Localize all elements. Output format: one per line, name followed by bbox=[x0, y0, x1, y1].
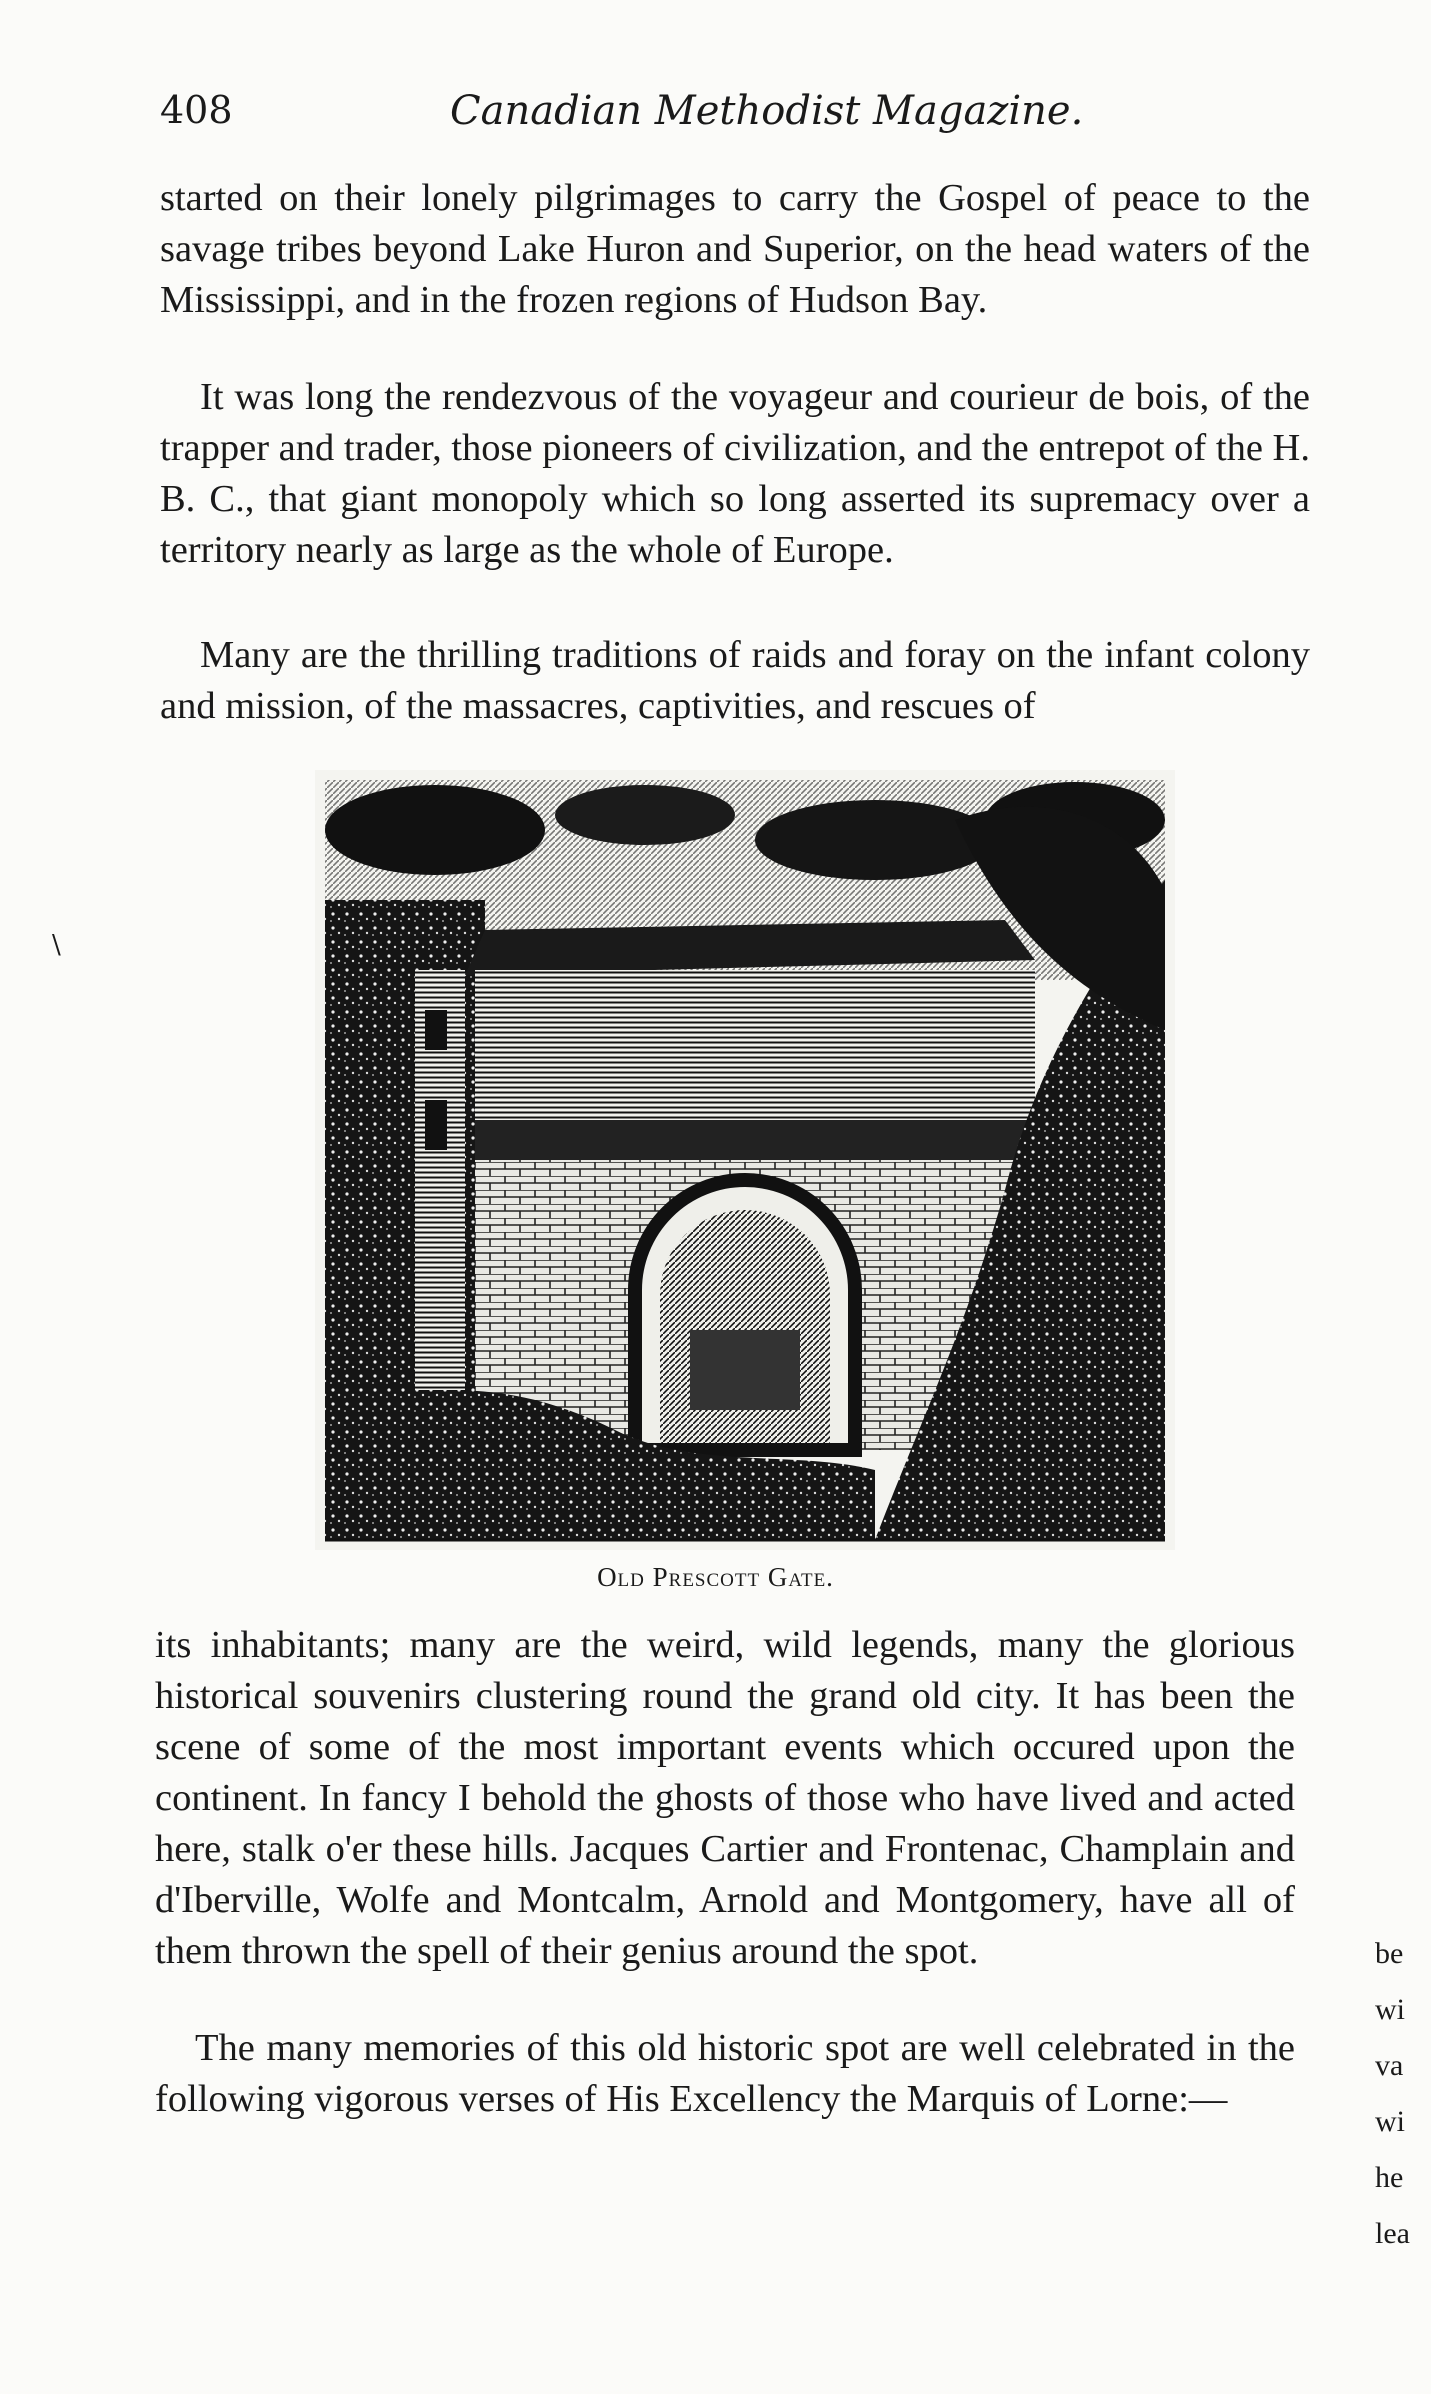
fragment-line: wi bbox=[1375, 2105, 1405, 2138]
fragment-line: va bbox=[1375, 2049, 1404, 2082]
paragraph-4: its inhabitants; many are the weird, wild legends, many the glorious historical souvenirs clustering round the grand old city. It has been the scene of some of the most important events which occured upon the continent. In fancy I behold the ghosts of those who have lived and acted here, stalk o'er these hills. Jacques Cartier and Frontenac, Champlain and d'Iberville, Wolfe and Montcalm, Arnold and Montgomery, have all of them thrown the spell of their genius around the spot. bbox=[155, 1624, 1295, 1972]
prescott-gate-engraving bbox=[315, 770, 1175, 1550]
running-title: Canadian Methodist Magazine. bbox=[450, 88, 1084, 134]
page-number: 408 bbox=[160, 88, 233, 132]
fragment-line: wi bbox=[1375, 1993, 1405, 2026]
fragment-line: lea bbox=[1375, 2217, 1410, 2250]
paragraph-1: started on their lonely pilgrimages to carry the Gospel of peace to the savage tribes beyond Lake Huron and Superior, on the head waters of the Mississippi, and in the frozen regions of Hudson Bay. bbox=[160, 177, 1310, 321]
adjacent-page-fragment bbox=[1375, 1926, 1431, 2262]
paragraph-5: The many memories of this old historic spot are well celebrated in the following vigorous verses of His Excellency the Marquis of Lorne:— bbox=[155, 2027, 1295, 2120]
page-header bbox=[160, 88, 1320, 148]
fragment-line: be bbox=[1375, 1937, 1404, 1970]
figure-caption: Old Prescott Gate. bbox=[597, 1562, 834, 1592]
fragment-line: he bbox=[1375, 2161, 1404, 2194]
engraving-illustration bbox=[315, 770, 1175, 1550]
paragraph-3: Many are the thrilling traditions of raids and foray on the infant colony and mission, of the massacres, captivities, and rescues of bbox=[160, 634, 1310, 727]
paragraph-2: It was long the rendezvous of the voyageur and courieur de bois, of the trapper and trader, those pioneers of civilization, and the entrepot of the H. B. C., that giant monopoly which so long asserted its supremacy over a territory nearly as large as the whole of Europe. bbox=[160, 376, 1310, 571]
margin-mark: \ bbox=[52, 930, 61, 960]
